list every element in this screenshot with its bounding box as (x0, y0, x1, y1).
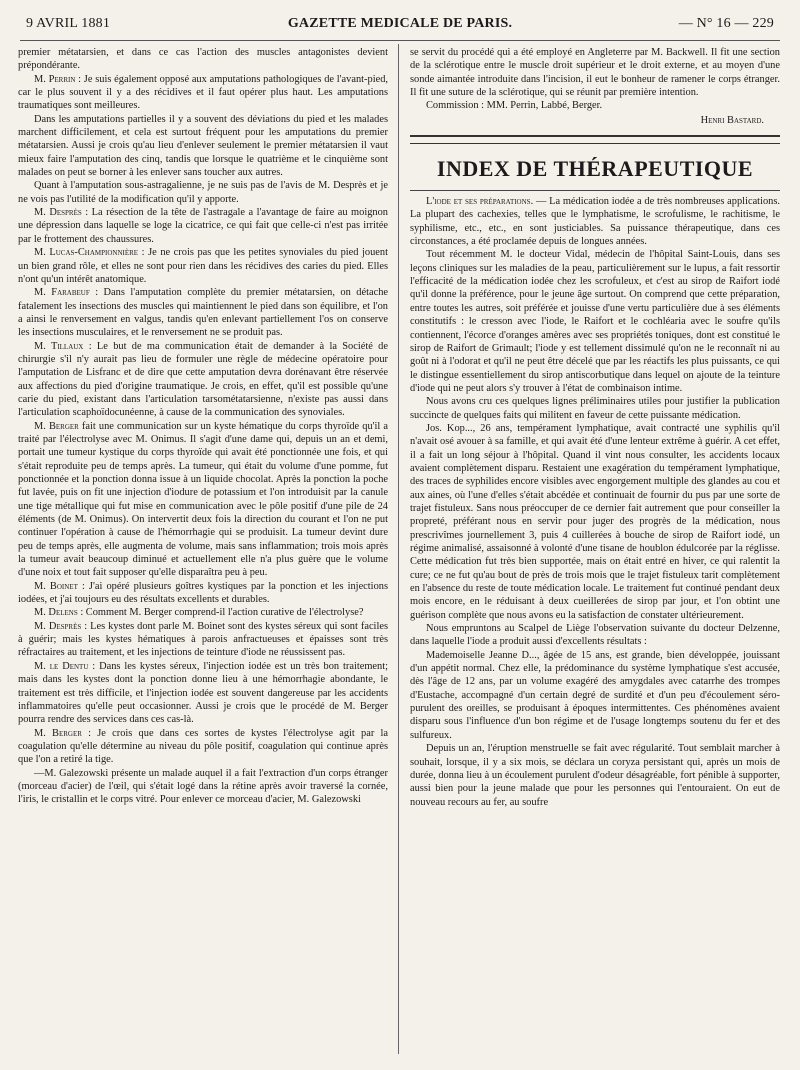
paragraph: Tout récemment M. le docteur Vidal, médecin de l'hôpital Saint-Louis, dans ses leçons cliniques sur les maladies de la peau, particulièrement sur le lupus, a fait ressortir l'efficacité de la médication iodée chez les scrofuleux, et c'est au sirop de Raifort iodé qu'il donne la préférence, pour le jeune âge surtout. On comprend que cette préparation, entre toutes les autres, soit préférée et jouisse d'une vertu particulière due à ses éléments constitutifs : le cresson avec l'iode, le Raifort et le cochléaria avec le soufre qu'ils contiennent, l'écorce d'oranges amères avec ses propriétés toniques, dont est constitué le sirop de Raifort de Grimault; l'iode y est tellement dissimulé qu'on ne le reconnaît ni au goût ni à l'odorat et qu'il ne peut être décelé que par les réactifs les plus puissants, ce qui le distingue essentiellement du sirop antiscorbutique dans lequel on ajoute de la teinture d'iode qui ne peut alors s'y trouver à l'état de combinaison intime. (410, 249, 780, 394)
paragraph: Depuis un an, l'éruption menstruelle se fait avec régularité. Tout semblait marcher à souhait, lorsque, il y a six mois, se déclara un coryza persistant qui, après un mois de durée, donna lieu à un écoulement purulent d'odeur désagréable, fort pénible à supporter, aussi bien pour la jeune malade que pour les personnes qui l'entouraient. On eut de nouveau recours au fer, au soufre (410, 743, 780, 808)
speaker-paragraph (18, 73, 388, 113)
paragraph: se servit du procédé qui a été employé en Angleterre par M. Backwell. Il fit une section de la sclérotique entre le muscle droit supérieur et le droit externe, et au moyen d'une sonde aimantée introduite dans l'incision, il eut le bonheur de ramener le corps étranger. Il fit une suture de la sclérotique, qui se réunit par première intention. (410, 47, 780, 99)
speaker-paragraph (18, 580, 388, 607)
page-header (26, 14, 774, 36)
speaker-paragraph (18, 727, 388, 767)
speaker-text: : Je crois que dans ces sortes de kystes l'électrolyse agit par la coagulation qu'elle détermine au niveau du pôle positif, coagulation qui continue après que l'on a retiré la tige. (18, 727, 388, 766)
section-title: INDEX DE THÉRAPEUTIQUE (436, 156, 754, 182)
paragraph: Dans les amputations partielles il y a souvent des déviations du pied et les malades marchent difficilement, et cela est surtout fréquent pour les amputations du premier métatarsien. Aussi je crois qu'au lieu d'enlever seulement le premier métatarsien il vaut mieux faire l'amputation des cinq, tandis que lorsque le quatrième et le cinquième sont malades on peut se borner à les enlever sans toucher aux autres. (18, 113, 388, 179)
commission-line: Commission : MM. Perrin, Labbé, Berger. (426, 100, 603, 112)
section-rule (410, 135, 780, 144)
speaker-text: : Le but de ma communication était de demander à la Société de chirurgie s'il n'y aurait pas lieu de formuler une règle de médecine opératoire pour l'amputation de Lisfranc et de dire que cette amputation devra dorénavant être réservée aux affections du pied d'origine traumatique. Je crois, en effet, qu'il est possible qu'une carie du pied, existant dans l'articulation tarsométatarsienne, n'existe pas aussi dans l'articulation scaphoïdocunéenne, à cause de la communication des synoviales. (18, 340, 388, 419)
speaker-paragraph (18, 420, 388, 580)
speaker-text: : Je ne crois pas que les petites synoviales du pied jouent un bien grand rôle, et elles ne sont pour rien dans les récidives des caries du pied. Elles n'ont qu'un intérêt anatomique. (18, 247, 389, 285)
paragraph: Mademoiselle Jeanne D..., âgée de 15 ans, est grande, bien développée, jouissant d'un appétit normal. Chez elle, la prédominance du système lymphatique s'est accusée, dès l'âge de 12 ans, par un volume exagéré des amygdales avec catarrhe des trompes d'Eustache, accompagné d'un certain degré de surdité et d'un peu d'écoulement séro-purulent des oreilles, se produisant à époques intermittentes. Ces phénomènes avaient disparu sous l'influence d'un bon régime et de l'usage longtemps soutenu du fer et des sulfureux. (410, 649, 780, 741)
speaker-name: M. Tillaux (34, 340, 84, 352)
author-signature: Henri Bastard. (700, 114, 764, 126)
title-rule (410, 190, 780, 191)
speaker-paragraph (18, 286, 388, 339)
speaker-text: : La résection de la tête de l'astragale a l'avantage de faire au moignon une dépression dans laquelle se loge la cicatrice, ce qui fait que celle-ci n'est pas irritée par le frottement des chaussures. (18, 207, 389, 245)
issue-page-number: — N° 16 — 229 (678, 16, 774, 31)
speaker-name: M. le Dentu (34, 660, 89, 672)
speaker-name: M. Farabeuf (34, 287, 90, 299)
speaker-text: : J'ai opéré plusieurs goîtres kystiques par la ponction et les injections iodées, et j'ai toujours eu des résultats excellents et durables. (18, 580, 389, 606)
speaker-name: M. Lucas-Championnière (34, 247, 139, 259)
section-lead: L'iode et ses préparations. (426, 196, 534, 208)
speaker-text: fait une communication sur un kyste hématique du corps thyroïde qu'il a traité par l'électrolyse avec M. Onimus. Il s'agit d'une dame qui, depuis un an et demi, portait une tumeur kystique du corps thyroïde qui avait été ponctionnée une fois, et qui s'était reproduite peu de temps après. La tumeur, qui était du volume d'une pomme, fut ponctionnée et la ponction donna issue à un liquide chocolat. Après la ponction la poche fut lavée, puis on fit une injection d'iodure de potassium et l'on introduisit par la canule une tige métallique qui fut mise en communication avec le pôle positif d'une pile de 24 éléments (de M. Onimus). On intervertit deux fois la direction du courant et l'on ne put continuer l'opération à cause de l'hémorrhagie qui se produisit. La tumeur devint dure peu de temps après, elle augmenta de volume, mais sans inflammation; trois mois après la tumeur avait beaucoup diminué et actuellement elle n'a plus guère que le volume d'une noix et tout fait supposer qu'elle disparaîtra peu à peu. (18, 420, 389, 579)
speaker-paragraph (410, 195, 780, 248)
paragraph: premier métatarsien, et dans ce cas l'action des muscles antagonistes devient prépondérante. (18, 47, 388, 72)
paragraph: Jos. Kop..., 26 ans, tempérament lymphatique, avait contracté une syphilis qu'il n'avait osé avouer à sa famille, et qui avait été d'une lenteur extrême à guérir. A cet effet, il a fait un long séjour à l'hôpital. Quand il vint nous consulter, les accidents locaux avaient complètement disparu. Restaient une exagération du tempérament lymphatique, des traces de syphilides encore visibles avec engorgement multiple des glandes au cou et aux aines, où l'une d'elles s'était abcédée et continuait de fournir du pus par une sorte de trajet fistuleux. Sans nous préoccuper de ce dernier fait autrement que pour conseiller la propreté, préférant nous en servir pour juger des progrès de la médication, nous prescrivîmes journellement 3, puis 4 cuillerées à bouche de sirop de Raifort iodé, un régime animalisé, assaisonné à volonté d'une tisane de houblon édulcorée par la réglisse. Cette médication fut très bien supportée, mais on était entré en hiver, ce qui ralentit la cure; ce ne fut qu'au bout de près de trois mois que le trajet fistuleux tarit complètement en l'absence du reste de toute médication locale. Le traitement fut continué pendant deux mois encore, en le réduisant à deux cueillerées de sirop par jour, et l'on obtint une guérison complète que nous avons eu la satisfaction de constater ultérieurement. (410, 422, 780, 621)
speaker-name: M. Berger (34, 420, 79, 432)
speaker-paragraph (18, 206, 388, 246)
speaker-text: : Dans les kystes séreux, l'injection iodée est un très bon traitement; mais dans les kystes dont la ponction donne lieu à une hémorrhagie abondante, le traitement est très difficile, et l'injection iodée est souvent dangereuse par les accidents inflammatoires qu'elle peut occasionner. Aussi je crois que le procédé de M. Berger pourra rendre des services dans ces cas-là. (18, 660, 389, 726)
speaker-name: M. Desprès (34, 620, 82, 632)
journal-title: GAZETTE MEDICALE DE PARIS. (287, 16, 513, 31)
speaker-name: M. Boinet (34, 580, 78, 592)
speaker-text: : Dans l'amputation complète du premier métatarsien, on détache fatalement les insections des muscles qui maintiennent le pied dans son équilibre, et l'on a ainsi le renversement en valgus, tandis qu'en enlevant partiellement l'os on conserve les insections musculaires, et le renversement ne se produit pas. (18, 287, 388, 339)
right-column (410, 46, 780, 809)
speaker-name: M. Berger (34, 727, 82, 739)
paragraph: Quant à l'amputation sous-astragalienne, je ne suis pas de l'avis de M. Desprès et je ne vois pas l'utilité de la modification qu'il y apporte. (18, 180, 388, 205)
speaker-text: : Comment M. Berger comprend-il l'action curative de l'électrolyse? (77, 607, 364, 619)
paragraph: Nous empruntons au Scalpel de Liège l'observation suivante du docteur Delzenne, dans laquelle l'iode a produit aussi d'excellents résultats : (410, 623, 780, 648)
speaker-paragraph (18, 660, 388, 727)
speaker-text: : Je suis également opposé aux amputations pathologiques de l'avant-pied, car le plus souvent il y a des récidives et il faut opérer plus haut. Les amputations traumatiques sont meilleures. (18, 73, 388, 112)
speaker-name: M. Delens (34, 607, 78, 619)
paragraph: —M. Galezowski présente un malade auquel il a fait l'extraction d'un corps étranger (morceau d'acier) de l'œil, qui s'était logé dans la rétine après avoir traversé la cornée, l'iris, le cristallin et le corps vitré. Pour enlever ce morceau d'acier, M. Galezowski (18, 767, 388, 806)
header-rule (20, 40, 780, 41)
speaker-paragraph (18, 340, 388, 420)
speaker-paragraph (18, 246, 388, 286)
speaker-paragraph (18, 606, 388, 619)
speaker-name: M. Desprès (34, 207, 82, 219)
column-divider (398, 44, 399, 1054)
left-column (18, 46, 388, 807)
speaker-name: M. Perrin (34, 73, 76, 85)
header-date: 9 AVRIL 1881 (26, 16, 111, 31)
speaker-paragraph (18, 620, 388, 660)
section-lead-text: — La médication iodée a de très nombreuses applications. La plupart des cachexies, telles que le lymphatisme, le scrofulisme, le rachitisme, le syphilisme, etc., etc., en sont justiciables. Sa puissance thérapeutique, dans ces circonstances, a été proclamée depuis de longues années. (410, 196, 780, 248)
paragraph: Nous avons cru ces quelques lignes préliminaires utiles pour justifier la publication succincte de quelques faits qui militent en faveur de cette puissante médication. (410, 396, 780, 421)
speaker-text: : Les kystes dont parle M. Boinet sont des kystes séreux qui sont faciles à guérir; mais les kystes hématiques à parois anfractueuses et épaisses sont très réfractaires au traitement, et les injections de teinture d'iode ne réussissent pas. (18, 620, 388, 659)
